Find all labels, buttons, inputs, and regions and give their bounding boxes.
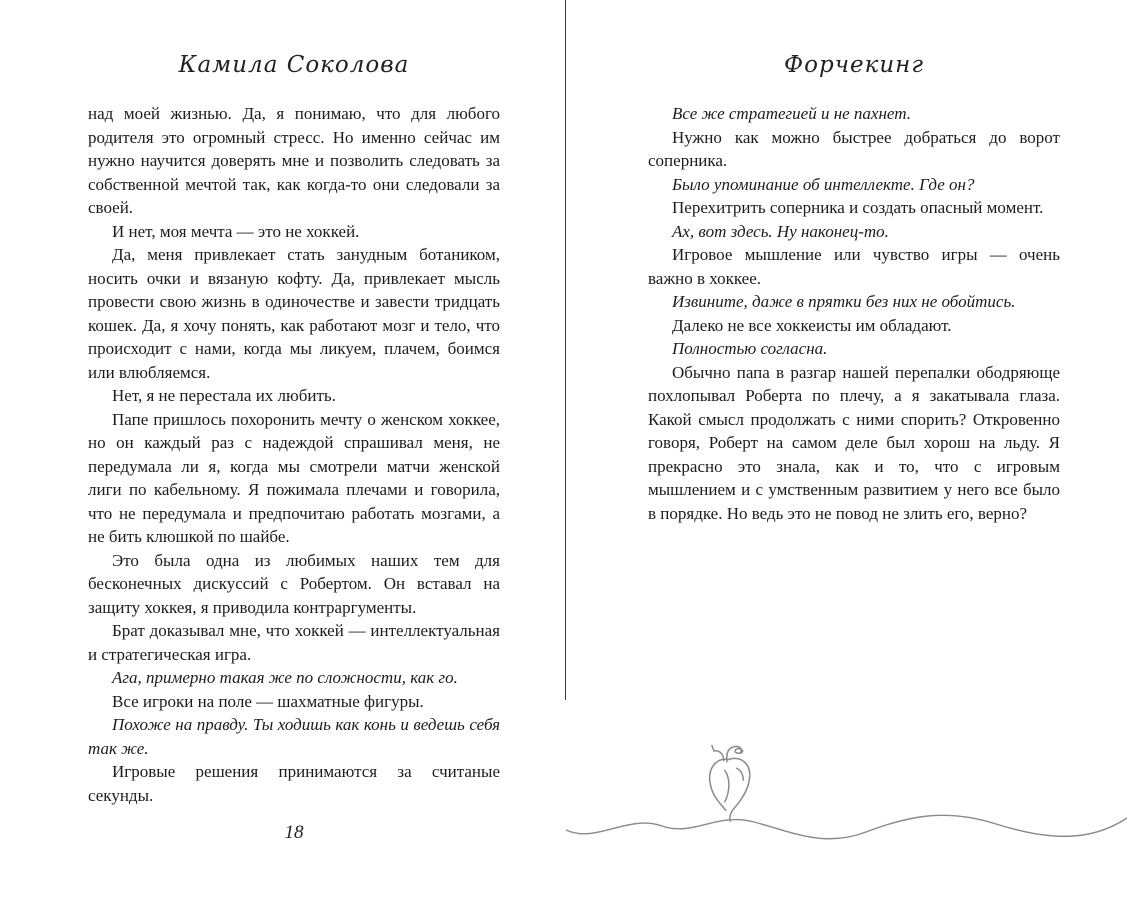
paragraph: Игровое мышление или чувство игры — очень важно в хоккее.: [648, 245, 1060, 288]
left-page-body: [88, 102, 500, 807]
left-page-number: 18: [284, 822, 304, 843]
paragraph: Обычно папа в разгар нашей перепалки ободряюще похлопывал Роберта по плечу, а я закатывала глаза. Какой смысл продолжать с ними спорить? Откровенно говоря, Роберт на самом деле был хорош на льду. Я прекрасно это знала, как и то, что с игровым мышлением и с умственным развитием у него все было в порядке. Но ведь это не повод не злить его, верно?: [648, 362, 1060, 523]
wave-line-icon: [566, 790, 1127, 870]
paragraph: Ах, вот здесь. Ну наконец-то.: [672, 221, 889, 241]
left-page-header: Камила Соколова: [178, 52, 410, 78]
paragraph: Полностью согласна.: [672, 339, 828, 358]
paragraph: Извините, даже в прятки без них не обойтись.: [672, 292, 1016, 311]
paragraph: Да, меня привлекает стать занудным ботаником, носить очки и вязаную кофту. Да, привлекает мысль провести свою жизнь в одиночестве и завести тридцать кошек. Да, я хочу понять, как работают мозг и тело, что происходит с нами, когда мы ликуем, плачем, боимся или влюбляемся.: [88, 245, 500, 382]
paragraph: Похоже на правду. Ты ходишь как конь и ведешь себя так же.: [88, 715, 500, 758]
paragraph: Все игроки на поле — шахматные фигуры.: [112, 691, 424, 711]
paragraph: Перехитрить соперника и создать опасный момент.: [672, 198, 1044, 217]
paragraph: Все же стратегией и не пахнет.: [672, 104, 911, 123]
paragraph: Папе пришлось похоронить мечту о женском хоккее, но он каждый раз с надеждой спрашивал меня, не передумала ли я, когда мы смотрели матчи женской лиги по кабельному. Я пожимала плечами и говорила, что не передумала и предпочитаю работать мозгами, а не бить клюшкой по шайбе.: [88, 409, 500, 546]
paragraph: Ага, примерно такая же по сложности, как го.: [112, 668, 458, 687]
right-page: [648, 52, 1060, 525]
paragraph: Нет, я не перестала их любить.: [112, 386, 336, 405]
paragraph: Игровые решения принимаются за считаные секунды.: [88, 762, 500, 805]
paragraph: Было упоминание об интеллекте. Где он?: [672, 174, 975, 194]
paragraph: над моей жизнью. Да, я понимаю, что для любого родителя это огромный стресс. Но именно сейчас им нужно научится доверять мне и позволить следовать за собственной мечтой так, как когда-то они следовали за своей.: [88, 104, 500, 217]
paragraph: Нужно как можно быстрее добраться до ворот соперника.: [648, 127, 1060, 170]
paragraph: Это была одна из любимых наших тем для бесконечных дискуссий с Робертом. Он вставал на защиту хоккея, я приводила контраргументы.: [88, 550, 500, 617]
left-page: [88, 52, 500, 807]
heart-line-art-icon: [688, 738, 766, 846]
right-page-header: Форчекинг: [784, 52, 924, 78]
paragraph: Далеко не все хоккеисты им обладают.: [672, 315, 952, 335]
page-divider: [565, 0, 566, 700]
paragraph: Брат доказывал мне, что хоккей — интеллектуальная и стратегическая игра.: [88, 621, 500, 664]
right-page-body: [648, 102, 1060, 525]
paragraph: И нет, моя мечта — это не хоккей.: [112, 221, 360, 241]
